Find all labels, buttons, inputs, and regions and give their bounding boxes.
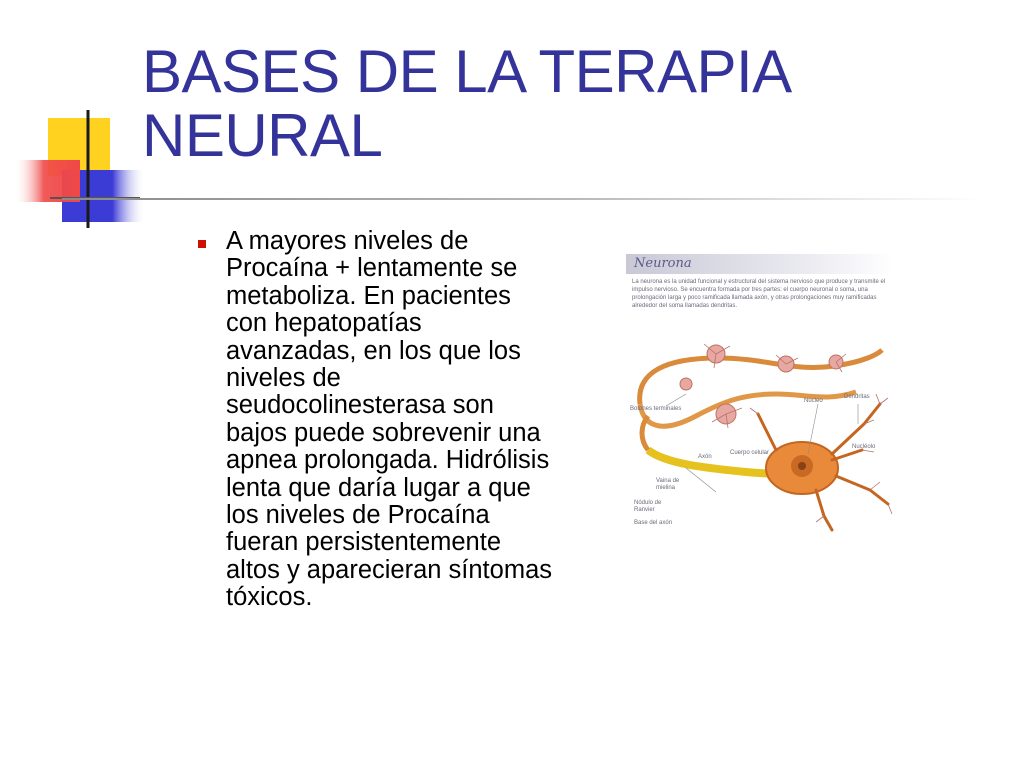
- bullet-square-icon: [198, 240, 206, 248]
- label-base: Base del axón: [634, 520, 673, 526]
- red-square: [14, 160, 80, 202]
- label-nucleolo: Nucléolo: [852, 444, 876, 450]
- bullet-list: [192, 228, 552, 612]
- label-axon: Axón: [698, 454, 712, 460]
- label-cuerpo: Cuerpo celular: [730, 450, 770, 456]
- decorative-corner-squares: [0, 0, 160, 240]
- label-nucleo: Núcleo: [804, 398, 823, 404]
- neuron-figure: [626, 254, 894, 532]
- label-botones: Botones terminales: [630, 406, 682, 412]
- slide-title: [142, 40, 1002, 168]
- figure-header: Neurona: [634, 256, 692, 271]
- figure-description: La neurona es la unidad funcional y estructural del sistema nervioso que produce y transmite el impulso nervioso. Se encuentra formada por tres partes: el cuerpo neuronal o soma, una prolongación larga y poco ramificada llamada axón, y otras prolongaciones muy ramificadas alrededor del soma llamadas dendritas.: [632, 279, 886, 309]
- label-vaina: Vaina de mielina: [656, 478, 680, 491]
- label-dendritas: Dendritas: [844, 394, 870, 400]
- title-underline: [62, 198, 982, 200]
- bullet-text: A mayores niveles de Procaína + lentamente se metaboliza. En pacientes con hepatopatías avanzadas, en los que los niveles de seudocolinesterasa son bajos puede sobrevenir una apnea prolongada. Hidrólisis lenta que daría lugar a que los niveles de Procaína fueran persistentemente altos y aparecieran síntomas tóxicos.: [226, 227, 552, 612]
- title-line-2: NEURAL: [142, 102, 383, 169]
- bullet-item: [192, 228, 552, 612]
- title-line-1: BASES DE LA TERAPIA: [142, 38, 792, 105]
- label-nodulo: Nódulo de Ranvier: [634, 500, 662, 513]
